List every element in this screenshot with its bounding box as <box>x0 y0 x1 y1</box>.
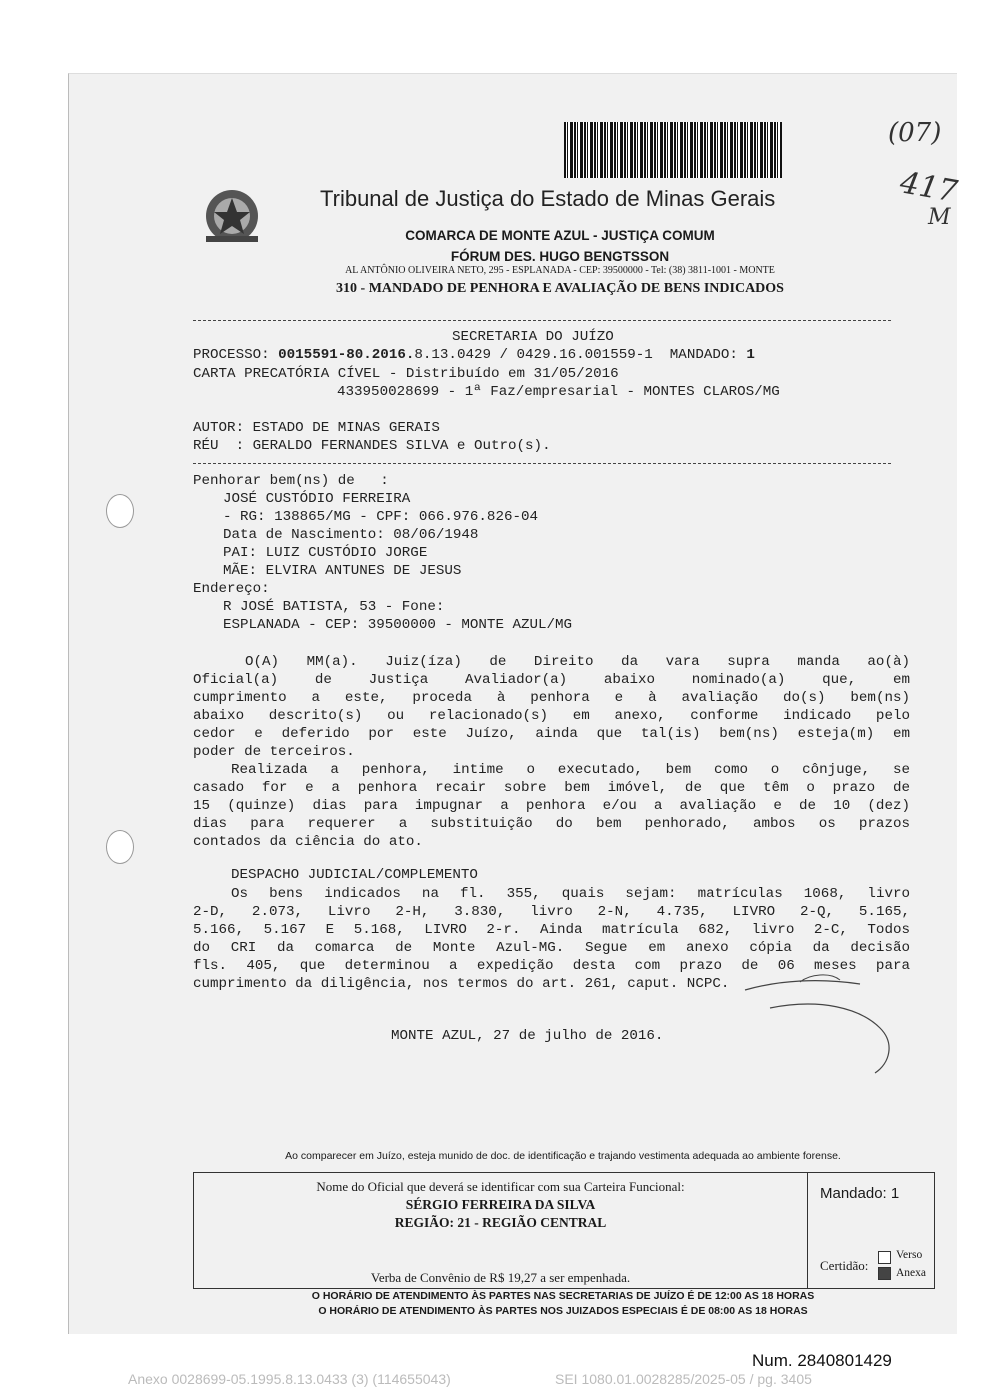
verba-line: Verba de Convênio de R$ 19,27 a ser empenhada. <box>370 1270 631 1285</box>
body-line: cumprimento a este, proceda à penhora e à avaliação do(s) bem(ns) <box>193 690 910 706</box>
autor-line: AUTOR: ESTADO DE MINAS GERAIS <box>193 420 440 436</box>
body-line: 5.166, 5.167 E 5.168, LIVRO 2-r. Ainda matrícula 682, livro 2-C, Todos <box>193 922 910 938</box>
body-line: poder de terceiros. <box>193 744 355 760</box>
forum-line: FÓRUM DES. HUGO BENGTSSON <box>450 249 670 264</box>
separator <box>193 320 891 321</box>
body-line: cedor e deferido por este Juízo, ainda que tal(is) bem(ns) esteja(m) em <box>193 726 910 742</box>
despacho-title: DESPACHO JUDICIAL/COMPLEMENTO <box>231 867 478 883</box>
officer-region: REGIÃO: 21 - REGIÃO CENTRAL <box>394 1215 607 1230</box>
document-title: 310 - MANDADO DE PENHORA E AVALIAÇÃO DE BENS INDICADOS <box>336 281 784 296</box>
office-hours-juizados: O HORÁRIO DE ATENDIMENTO ÀS PARTES NOS JUIZADOS ESPECIAIS É DE 08:00 AS 18 HORAS <box>318 1305 808 1314</box>
debtor-docs: - RG: 138865/MG - CPF: 066.976.826-04 <box>223 509 539 525</box>
mandado-label: Mandado: 1 <box>820 1185 900 1202</box>
body-line: contados da ciência do ato. <box>193 834 423 850</box>
carta-line: CARTA PRECATÓRIA CÍVEL - Distribuído em 31/05/2016 <box>193 366 619 382</box>
certidao-label: Certidão: <box>820 1258 869 1273</box>
anexa-checkbox[interactable] <box>878 1267 891 1280</box>
reu-line: RÉU : GERALDO FERNANDES SILVA e Outro(s). <box>193 438 551 454</box>
processo-rest: 8.13.0429 / 0429.16.001559-1 MANDADO: <box>414 347 747 363</box>
court-title: Tribunal de Justiça do Estado de Minas Gerais <box>320 186 776 211</box>
punch-hole <box>106 830 134 864</box>
officer-box <box>193 1172 935 1289</box>
office-hours: O HORÁRIO DE ATENDIMENTO ÀS PARTES NAS SECRETARIAS DE JUÍZO É DE 12:00 AS 18 HORAS <box>311 1290 815 1302</box>
coat-of-arms-icon <box>200 186 264 246</box>
body-line: do CRI da comarca de Monte Azul-MG. Segue em anexo cópia da decisão <box>193 940 910 956</box>
date-line: MONTE AZUL, 27 de julho de 2016. <box>391 1028 664 1044</box>
anexa-label: Anexa <box>896 1267 927 1279</box>
body-line: fls. 405, que determinou a expedição desta com prazo de 06 meses para <box>193 958 910 974</box>
document-number: Num. 2840801429 <box>752 1351 892 1370</box>
endereco-city: ESPLANADA - CEP: 39500000 - MONTE AZUL/MG <box>223 617 573 633</box>
body-line: cumprimento da diligência, nos termos do art. 261, caput. NCPC. <box>193 976 730 992</box>
body-line: Os bens indicados na fl. 355, quais sejam: matrículas 1068, livro <box>231 886 910 902</box>
body-line: 15 (quinze) dias para impugnar a penhora e/ou a avaliação e de 10 (dez) <box>193 798 910 814</box>
body-line: 2-D, 2.073, Livro 2-H, 3.830, livro 2-N, 4.735, LIVRO 2-Q, 5.165, <box>193 904 910 920</box>
secretaria: SECRETARIA DO JUÍZO <box>452 329 614 345</box>
comarca-line: COMARCA DE MONTE AZUL - JUSTIÇA COMUM <box>405 228 715 243</box>
officer-label: Nome do Oficial que deverá se identificar com sua Carteira Funcional: <box>316 1179 685 1194</box>
address-line: AL ANTÔNIO OLIVEIRA NETO, 295 - ESPLANADA - CEP: 39500000 - Tel: (38) 3811-1001 - MONTE <box>345 265 775 276</box>
handwritten-initial: M <box>928 205 951 230</box>
separator <box>193 463 891 464</box>
penhora-label: Penhorar bem(ns) de : <box>193 473 389 489</box>
handwritten-page-number: 417 <box>897 165 960 210</box>
signature <box>740 968 900 1078</box>
processo-number: 0015591-80.2016. <box>278 347 415 363</box>
sei-reference: SEI 1080.01.0028285/2025-05 / pg. 3405 <box>555 1371 812 1387</box>
anexo-reference: Anexo 0028699-05.1995.8.13.0433 (3) (114655043) <box>128 1371 451 1387</box>
verso-label: Verso <box>896 1249 923 1261</box>
body-line: casado for e a penhora recair sobre bem imóvel, de que têm o prazo de <box>193 780 910 796</box>
endereco-street: R JOSÉ BATISTA, 53 - Fone: <box>223 599 445 615</box>
endereco-label: Endereço: <box>193 581 270 597</box>
mandado-number: 1 <box>746 347 755 363</box>
debtor-mother: MÃE: ELVIRA ANTUNES DE JESUS <box>223 563 462 579</box>
body-line: abaixo descrito(s) ou relacionado(s) em anexo, conforme indicado pelo <box>193 708 910 724</box>
debtor-name: JOSÉ CUSTÓDIO FERREIRA <box>223 491 411 507</box>
officer-name: SÉRGIO FERREIRA DA SILVA <box>405 1197 596 1212</box>
processo-label: PROCESSO: <box>193 347 279 363</box>
body-line: O(A) MM(a). Juiz(íza) de Direito da vara supra manda ao(à) <box>245 654 910 670</box>
paragraph-order <box>193 653 910 851</box>
verso-checkbox[interactable] <box>878 1251 891 1264</box>
origem-line: 433950028699 - 1ª Faz/empresarial - MONTES CLAROS/MG <box>337 384 780 400</box>
punch-hole <box>106 494 134 528</box>
barcode <box>564 122 782 178</box>
body-line: dias para requerer a substituição do bem penhorado, ambos os prazos <box>193 816 910 832</box>
debtor-father: PAI: LUIZ CUSTÓDIO JORGE <box>223 545 428 561</box>
handwritten-page-number: (07) <box>888 118 942 148</box>
footer-notice: Ao comparecer em Juízo, esteja munido de doc. de identificação e trajando vestimenta adequada ao ambiente forense. <box>285 1150 841 1162</box>
box-divider <box>807 1173 808 1288</box>
body-line: Oficial(a) de Justiça Avaliador(a) abaixo nominado(a) que, em <box>193 672 910 688</box>
debtor-birth: Data de Nascimento: 08/06/1948 <box>223 527 479 543</box>
body-line: Realizada a penhora, intime o executado, bem como o cônjuge, se <box>231 762 910 778</box>
processo-line <box>193 347 755 363</box>
